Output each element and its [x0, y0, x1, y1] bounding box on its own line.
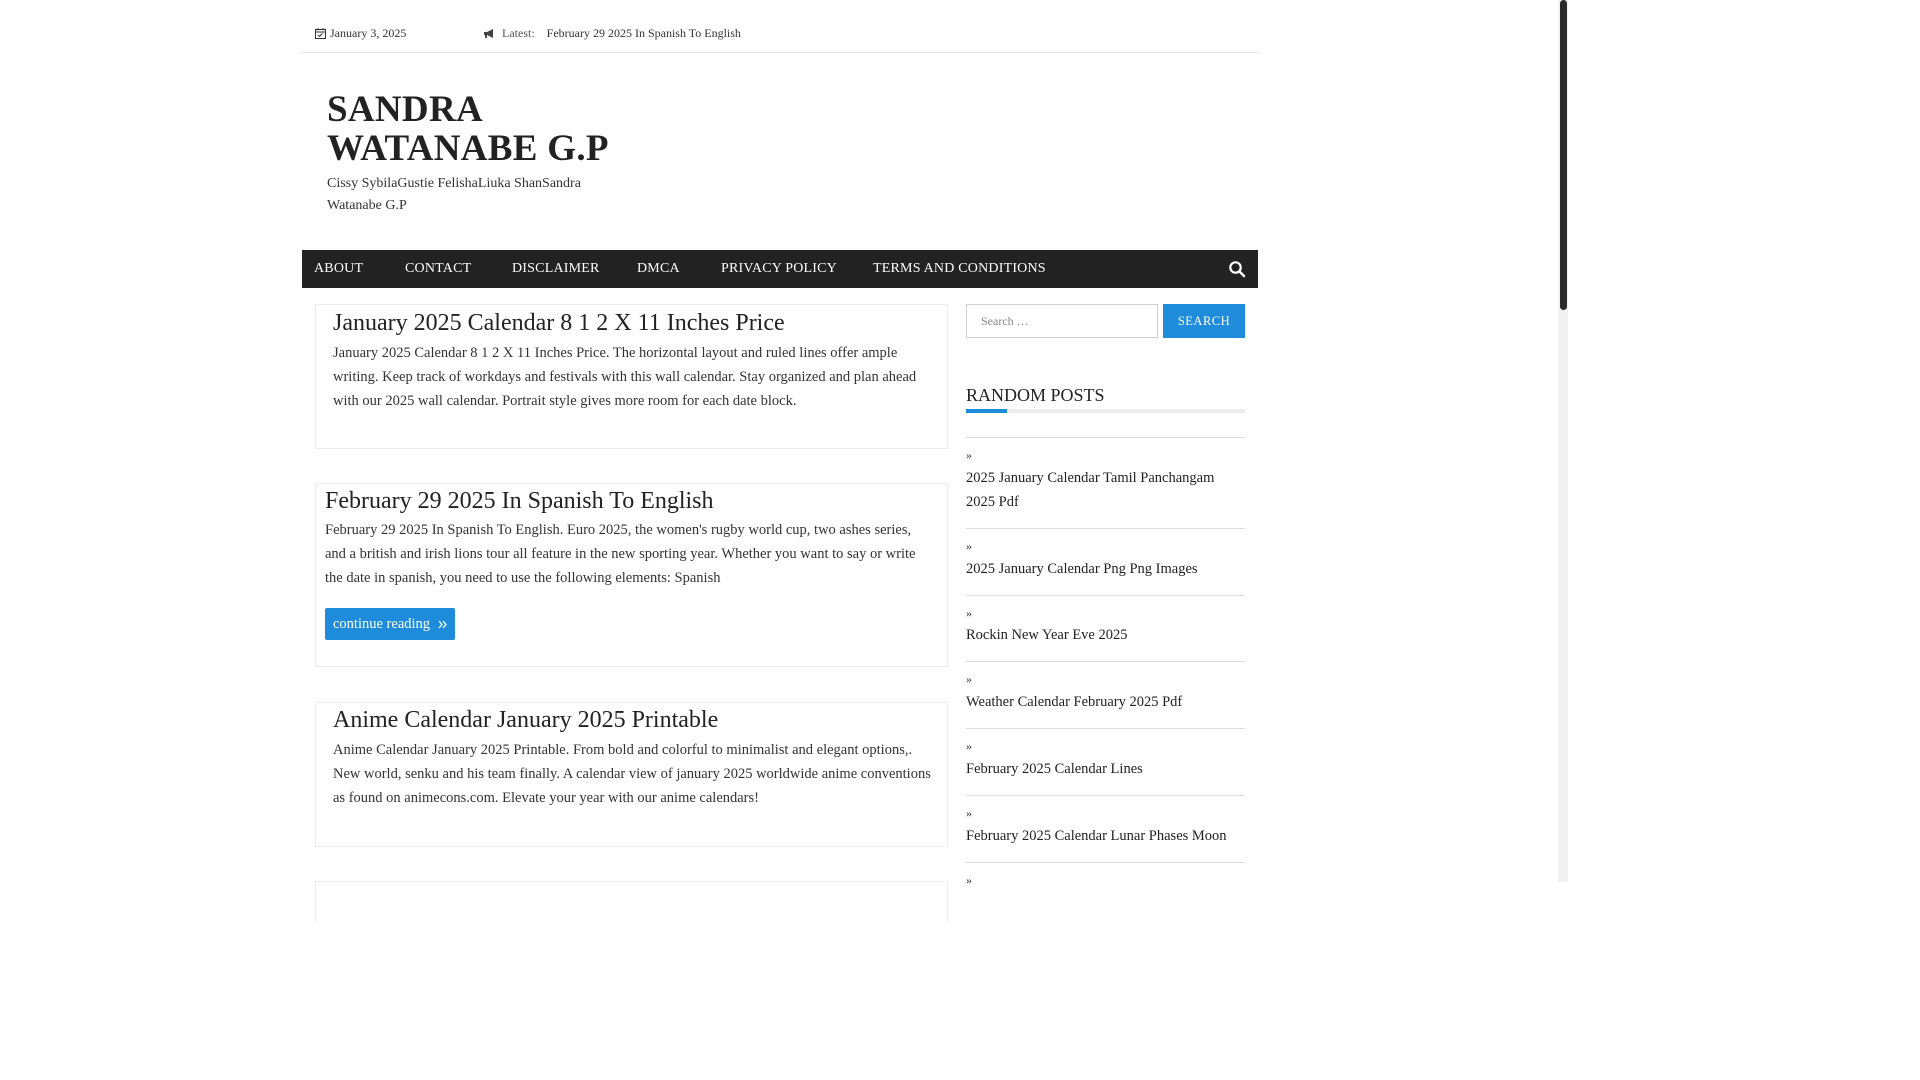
scrollbar-thumb[interactable] [1560, 0, 1567, 310]
double-chevron-right-icon [438, 620, 447, 629]
random-post-item [966, 795, 1245, 862]
continue-reading-label: continue reading [333, 616, 431, 632]
site-description: Cissy SybilaGustie FelishaLiuka ShanSandra Watanabe G.P [327, 176, 581, 213]
random-post-link[interactable]: February 2025 Calendar Lunar Phases Moon [966, 828, 1227, 844]
random-post-link[interactable]: Rockin New Year Eve 2025 [966, 627, 1128, 643]
random-post-link[interactable]: Weather Calendar February 2025 Pdf [966, 694, 1183, 710]
search-input[interactable]: Search … [966, 304, 1158, 338]
random-post-item [966, 661, 1245, 728]
top-bar [302, 0, 1258, 53]
random-post-item [966, 728, 1245, 795]
double-chevron-right-icon: » [966, 448, 972, 462]
site-title[interactable]: SANDRA WATANABE G.P [327, 89, 609, 169]
random-post-link[interactable]: February 2025 Calendar Lines [966, 761, 1143, 777]
widget-title-accent [966, 409, 1007, 413]
search-icon[interactable] [1228, 260, 1246, 278]
random-post-item [966, 437, 1245, 528]
post-excerpt: February 29 2025 In Spanish To English. Euro 2025, the women's rugby world cup, two ashes series, and a british and irish lions tour all feature in the new sporting year. Whether you want to say or write the date in spanish, you need to use the following elements: Spanish [325, 522, 916, 586]
calendar-icon [315, 28, 326, 39]
random-post-item [966, 528, 1245, 595]
double-chevron-right-icon: » [966, 606, 972, 620]
double-chevron-right-icon: » [966, 873, 972, 887]
double-chevron-right-icon: » [966, 672, 972, 686]
post-card [315, 881, 948, 921]
date-text: January 3, 2025 [330, 26, 407, 40]
random-post-link[interactable]: 2025 January Calendar Tamil Panchangam 2025 Pdf [966, 470, 1215, 510]
bullhorn-icon [483, 28, 496, 39]
random-post-item [966, 595, 1245, 661]
nav-item-contact[interactable]: CONTACT [405, 261, 472, 276]
post-title[interactable]: January 2025 Calendar 8 1 2 X 11 Inches Price [333, 310, 785, 336]
latest-post-link[interactable]: February 29 2025 In Spanish To English [546, 26, 741, 40]
double-chevron-right-icon: » [966, 806, 972, 820]
widget-title-underline [966, 409, 1245, 413]
random-post-link[interactable]: 2025 January Calendar Png Png Images [966, 561, 1198, 577]
random-post-item [966, 862, 1245, 886]
continue-reading-button[interactable] [325, 608, 455, 640]
post-card [315, 483, 948, 667]
post-excerpt: January 2025 Calendar 8 1 2 X 11 Inches Price. The horizontal layout and ruled lines offer ample writing. Keep track of workdays and festivals with this wall calendar. Stay organized and plan ahead with our 2025 wall calendar. Portrait style gives more room for each date block. [333, 345, 917, 409]
nav-item-disclaimer[interactable]: DISCLAIMER [512, 261, 600, 276]
post-title[interactable]: Anime Calendar January 2025 Printable [333, 707, 719, 733]
main-navigation [302, 250, 1258, 288]
widget-title: RANDOM POSTS [966, 385, 1105, 405]
nav-item-about[interactable]: ABOUT [314, 261, 364, 276]
nav-item-dmca[interactable]: DMCA [637, 261, 680, 276]
post-title[interactable]: February 29 2025 In Spanish To English [325, 488, 714, 514]
nav-item-privacy-policy[interactable]: PRIVACY POLICY [721, 261, 837, 276]
double-chevron-right-icon: » [966, 539, 972, 553]
post-card [315, 304, 948, 449]
nav-item-terms-and-conditions[interactable]: TERMS AND CONDITIONS [873, 261, 1046, 276]
search-button[interactable]: SEARCH [1163, 304, 1245, 338]
double-chevron-right-icon: » [966, 739, 972, 753]
latest-label: Latest: [502, 26, 535, 40]
post-card [315, 702, 948, 847]
latest-ticker [483, 26, 741, 41]
current-date [315, 26, 406, 41]
post-excerpt: Anime Calendar January 2025 Printable. From bold and colorful to minimalist and elegant options,. New world, senku and his team finally. A calendar view of january 2025 worldwide anime conventions as found on animecons.com. Elevate your year with our anime calendars! [333, 742, 931, 806]
